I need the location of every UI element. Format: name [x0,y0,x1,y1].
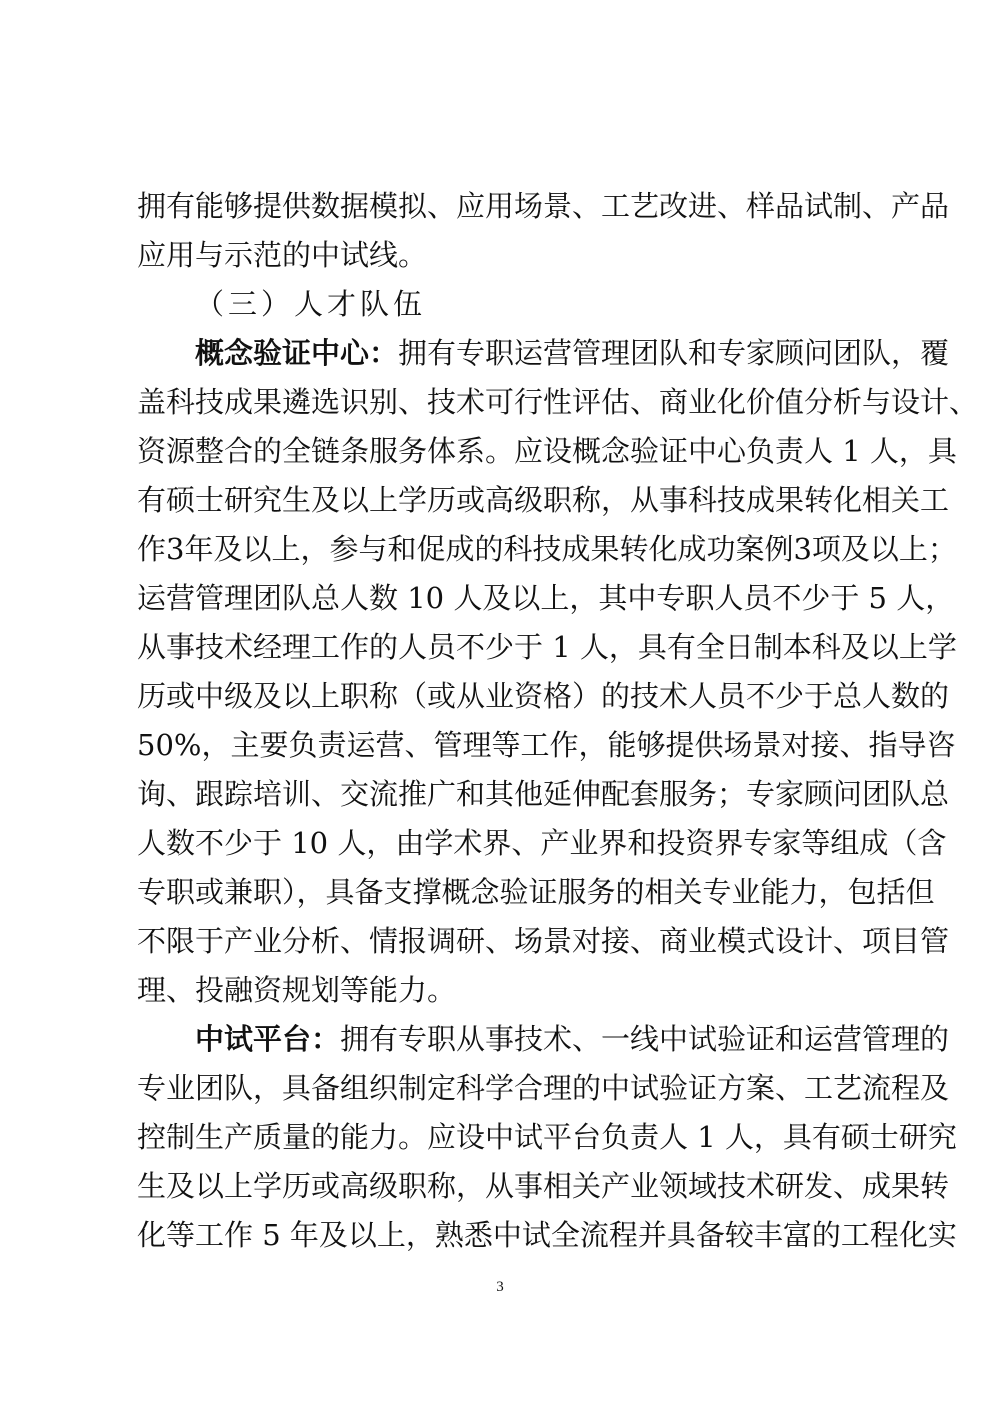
paragraph-line: 有硕士研究生及以上学历或高级职称，从事科技成果转化相关工 [137,483,950,517]
paragraph-line: 50%，主要负责运营、管理等工作，能够提供场景对接、指导咨 [137,728,956,762]
paragraph-text: 拥有专职运营管理团队和专家顾问团队，覆 [398,336,950,370]
paragraph-line: 盖科技成果遴选识别、技术可行性评估、商业化价值分析与设计、 [137,385,979,419]
paragraph-text: 拥有专职从事技术、一线中试验证和运营管理的 [340,1022,950,1056]
paragraph-line: 拥有能够提供数据模拟、应用场景、工艺改进、样品试制、产品 [137,189,950,223]
paragraph-line: 作3年及以上，参与和促成的科技成果转化成功案例3项及以上； [137,532,957,566]
paragraph-lead: 概念验证中心： [195,336,399,370]
page-number: 3 [496,1279,504,1295]
paragraph-first-line [195,1019,950,1059]
paragraph-line: 运营管理团队总人数 10 人及以上，其中专职人员不少于 5 人， [137,581,955,615]
paragraph-line: 化等工作 5 年及以上，熟悉中试全流程并具备较丰富的工程化实 [137,1218,957,1252]
paragraph-line: 理、投融资规划等能力。 [137,973,457,1007]
paragraph-lead: 中试平台： [195,1022,341,1056]
paragraph-line: 从事技术经理工作的人员不少于 1 人，具有全日制本科及以上学 [137,630,957,664]
paragraph-line: 控制生产质量的能力。应设中试平台负责人 1 人，具有硕士研究 [137,1120,957,1154]
paragraph-first-line [195,333,950,373]
paragraph-line: 专职或兼职），具备支撑概念验证服务的相关专业能力，包括但 [137,875,935,909]
paragraph-line: 不限于产业分析、情报调研、场景对接、商业模式设计、项目管 [137,924,950,958]
paragraph-line: 人数不少于 10 人，由学术界、产业界和投资界专家等组成（含 [137,826,947,860]
paragraph-line: 历或中级及以上职称（或从业资格）的技术人员不少于总人数的 [137,679,950,713]
paragraph-line: 生及以上学历或高级职称，从事相关产业领域技术研发、成果转 [137,1169,950,1203]
paragraph-line: 应用与示范的中试线。 [137,238,428,272]
paragraph-line: 资源整合的全链条服务体系。应设概念验证中心负责人 1 人，具 [137,434,957,468]
paragraph-line: 询、跟踪培训、交流推广和其他延伸配套服务；专家顾问团队总 [137,777,950,811]
section-heading: （三）人才队伍 [195,287,427,321]
paragraph-line: 专业团队，具备组织制定科学合理的中试验证方案、工艺流程及 [137,1071,950,1105]
